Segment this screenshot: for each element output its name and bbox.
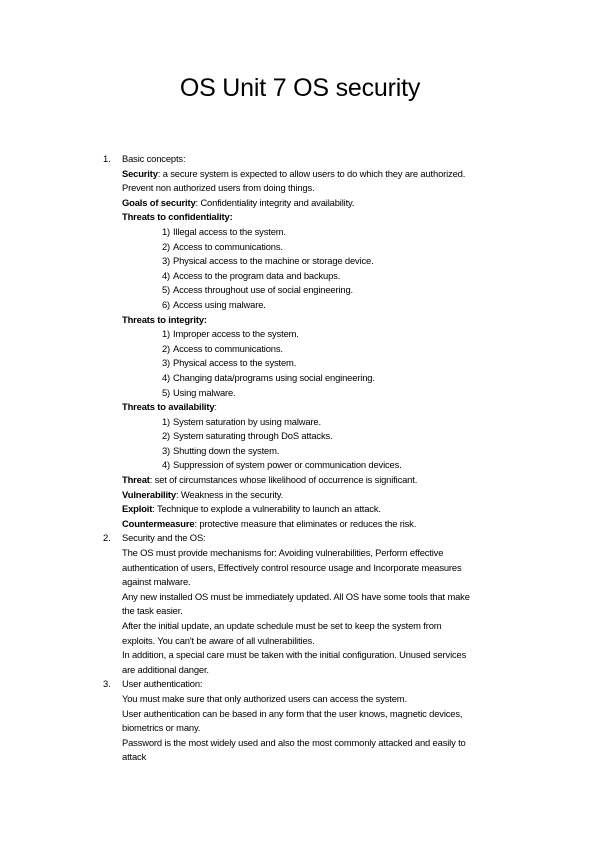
- list-text: Shutting down the system.: [173, 444, 280, 456]
- list-number: 6): [161, 298, 170, 310]
- list-number: 1): [161, 328, 170, 340]
- section-security-and-os: [103, 531, 523, 677]
- definition-text: : a secure system is expected to allow users to do which they are authorized.: [157, 167, 466, 179]
- term-exploit: Exploit: [122, 503, 153, 515]
- list-number: 4): [161, 269, 170, 281]
- section-number: 3.: [103, 678, 111, 690]
- section-user-authentication: [103, 677, 523, 765]
- list-text: Physical access to the machine or storage device.: [173, 255, 374, 267]
- subheading-colon: :: [203, 313, 207, 325]
- section-number: 1.: [103, 153, 111, 164]
- list-text: Access throughout use of social engineering.: [173, 284, 353, 296]
- list-text: Using malware.: [173, 386, 236, 398]
- definition-threat: [122, 473, 523, 488]
- list-text: System saturation by using malware.: [173, 415, 321, 427]
- list-text: Suppression of system power or communication devices.: [173, 459, 402, 471]
- list-number: 5): [161, 284, 170, 296]
- list-number: 1): [161, 415, 170, 427]
- list-number: 5): [161, 386, 170, 398]
- paragraph-line: You must make sure that only authorized users can access the system.: [122, 692, 407, 704]
- list-text: Access to communications.: [173, 342, 283, 354]
- section-heading: Basic concepts:: [122, 153, 186, 164]
- list-text: Access to communications.: [173, 240, 283, 252]
- list-item: [122, 225, 523, 240]
- definition-vulnerability: [122, 488, 523, 503]
- paragraph-line: exploits. You can't be aware of all vulnerabilities.: [122, 634, 315, 646]
- paragraph-line: After the initial update, an update schedule must be set to keep the system from: [122, 620, 442, 631]
- definition-security-continued: Prevent non authorized users from doing things.: [122, 182, 315, 194]
- list-text: Changing data/programs using social engineering.: [173, 371, 375, 383]
- list-item: [122, 386, 523, 401]
- list-text: System saturating through DoS attacks.: [173, 430, 333, 442]
- list-item: [122, 371, 523, 386]
- paragraph-line: User authentication can be based in any form that the user knows, magnetic devices,: [122, 707, 463, 719]
- subheading-text: Threats to availability: [122, 401, 215, 413]
- paragraph-line: are additional danger.: [122, 663, 209, 675]
- definition-countermeasure: [122, 517, 523, 532]
- section-basic-concepts: [103, 152, 523, 531]
- list-number: 4): [161, 459, 170, 471]
- list-text: Access to the program data and backups.: [173, 269, 341, 281]
- subheading-confidentiality: [122, 210, 523, 225]
- list-number: 4): [161, 371, 170, 383]
- paragraph-line: Any new installed OS must be immediately updated. All OS have some tools that make: [122, 590, 470, 602]
- paragraph-line: Password is the most widely used and also the most commonly attacked and easily to: [122, 736, 466, 748]
- definition-security: [122, 167, 523, 182]
- list-item: [122, 458, 523, 473]
- list-text: Illegal access to the system.: [173, 225, 286, 237]
- section-heading: Security and the OS:: [122, 532, 206, 544]
- list-text: Improper access to the system.: [173, 328, 299, 340]
- subheading-text: Threats to confidentiality: [122, 211, 230, 223]
- subheading-text: Threats to integrity: [122, 313, 204, 325]
- paragraph-line: authentication of users, Effectively control resource usage and Incorporate measures: [122, 561, 462, 573]
- list-number: 3): [161, 444, 170, 456]
- definition-text: : Weakness in the security.: [175, 488, 284, 500]
- section-number: 2.: [103, 532, 111, 544]
- list-text: Physical access to the system.: [173, 357, 297, 369]
- term-security: Security: [122, 167, 158, 179]
- term-countermeasure: Countermeasure: [122, 517, 195, 529]
- term-vulnerability: Vulnerability: [122, 488, 176, 500]
- list-item: [122, 342, 523, 357]
- paragraph-line: In addition, a special care must be taken with the initial configuration. Unused services: [122, 649, 467, 661]
- subheading-colon: :: [229, 211, 233, 223]
- term-goals: Goals of security: [122, 196, 196, 208]
- list-item: [122, 429, 523, 444]
- list-number: 2): [161, 342, 170, 354]
- paragraph-line: attack: [122, 751, 147, 763]
- list-text: Access using malware.: [173, 298, 266, 310]
- list-number: 3): [161, 255, 170, 267]
- document-body: [103, 152, 523, 765]
- subheading-integrity: [122, 313, 523, 328]
- paragraph-line: the task easier.: [122, 605, 183, 617]
- list-item: [122, 240, 523, 255]
- list-number: 1): [161, 225, 170, 237]
- subheading-availability: [122, 400, 523, 415]
- definition-text: : Technique to explode a vulnerability to launch an attack.: [152, 503, 381, 515]
- list-item: [122, 298, 523, 313]
- term-threat: Threat: [122, 474, 150, 486]
- definition-text: : protective measure that eliminates or reduces the risk.: [194, 517, 417, 529]
- list-item: [122, 327, 523, 342]
- list-item: [122, 254, 523, 269]
- definition-text: : Confidentiality integrity and availability.: [195, 196, 355, 208]
- paragraph-line: The OS must provide mechanisms for: Avoiding vulnerabilities, Perform effective: [122, 547, 444, 559]
- list-item: [122, 444, 523, 459]
- page-title: OS Unit 7 OS security: [179, 74, 421, 102]
- list-number: 2): [161, 430, 170, 442]
- list-item: [122, 356, 523, 371]
- list-item: [122, 269, 523, 284]
- list-item: [122, 415, 523, 430]
- list-item: [122, 283, 523, 298]
- section-heading: User authentication:: [122, 678, 203, 690]
- definition-text: : set of circumstances whose likelihood of occurrence is significant.: [149, 474, 418, 486]
- paragraph-line: biometrics or many.: [122, 722, 201, 734]
- list-number: 2): [161, 240, 170, 252]
- list-number: 3): [161, 357, 170, 369]
- definition-goals: [122, 196, 523, 211]
- subheading-colon: :: [214, 401, 217, 413]
- paragraph-line: against malware.: [122, 576, 191, 588]
- definition-exploit: [122, 502, 523, 517]
